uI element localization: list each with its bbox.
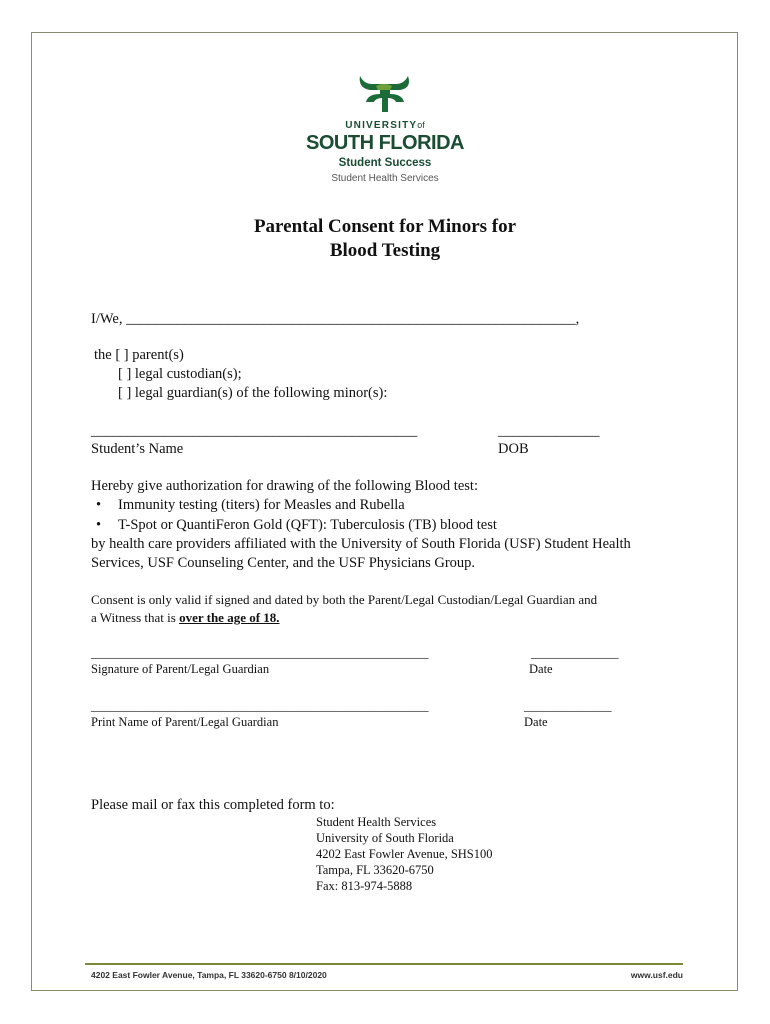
address-line: Student Health Services — [316, 815, 437, 829]
parent-checkbox-line[interactable]: the [ ] parent(s) — [94, 347, 184, 363]
student-name-field[interactable]: _____________________________________________ — [91, 423, 418, 439]
print-name-label: Print Name of Parent/Legal Guardian — [91, 715, 279, 729]
logo-south-florida: SOUTH FLORIDA — [306, 132, 464, 154]
usf-bull-logo-icon — [356, 72, 412, 116]
form-title-line2: Blood Testing — [329, 240, 441, 261]
dob-field[interactable]: ______________ — [498, 423, 600, 439]
dob-label: DOB — [498, 441, 529, 457]
logo-student-success: Student Success — [338, 157, 432, 169]
footer-divider — [85, 963, 683, 965]
validity-age-emphasis: over the age of 18. — [179, 610, 280, 625]
providers-line1: by health care providers affiliated with the University of South Florida (USF) Student Health — [91, 536, 631, 552]
logo-university — [0, 120, 770, 131]
fax-line: Fax: 813-974-5888 — [316, 879, 413, 893]
address-line: University of South Florida — [316, 831, 454, 845]
authorization-intro: Hereby give authorization for drawing of the following Blood test: — [91, 478, 478, 494]
test-list-item — [96, 517, 497, 534]
validity-line1: Consent is only valid if signed and dated by both the Parent/Legal Custodian/Legal Guardian and — [91, 592, 598, 607]
validity-prefix: a Witness that is — [91, 610, 180, 625]
address-line: 4202 East Fowler Avenue, SHS100 — [316, 847, 493, 861]
print-date-field[interactable]: ______________ — [524, 699, 612, 713]
signature-date-label: Date — [529, 662, 553, 676]
custodian-checkbox-line[interactable]: [ ] legal custodian(s); — [118, 366, 242, 382]
print-date-label: Date — [524, 715, 548, 729]
mail-intro: Please mail or fax this completed form to: — [91, 797, 335, 813]
providers-line2: Services, USF Counseling Center, and the USF Physicians Group. — [91, 555, 476, 571]
test-item-text: T-Spot or QuantiFeron Gold (QFT): Tuberculosis (TB) blood test — [118, 517, 497, 533]
student-name-label: Student’s Name — [91, 441, 184, 457]
form-title-line1: Parental Consent for Minors for — [253, 216, 517, 237]
footer-website: www.usf.edu — [630, 970, 683, 980]
bullet-icon: • — [96, 497, 102, 513]
logo-student-health-services: Student Health Services — [331, 173, 439, 184]
signature-field[interactable]: ______________________________________________________ — [91, 646, 429, 660]
address-line: Tampa, FL 33620-6750 — [316, 863, 434, 877]
logo-university-text: UNIVERSITY — [345, 120, 418, 131]
logo-of-text: of — [417, 120, 425, 130]
validity-line2 — [91, 610, 280, 626]
test-item-text: Immunity testing (titers) for Measles and Rubella — [118, 497, 405, 513]
footer-address: 4202 East Fowler Avenue, Tampa, FL 33620-6750 8/10/2020 — [91, 970, 327, 980]
bullet-icon: • — [96, 517, 102, 533]
iwe-name-field[interactable]: I/We, ______________________________________________________________, — [91, 311, 580, 327]
test-list-item — [96, 497, 405, 514]
signature-label: Signature of Parent/Legal Guardian — [91, 662, 270, 676]
guardian-checkbox-line[interactable]: [ ] legal guardian(s) of the following minor(s): — [118, 385, 388, 401]
signature-date-field[interactable]: ______________ — [531, 646, 619, 660]
print-name-field[interactable]: ______________________________________________________ — [91, 699, 429, 713]
